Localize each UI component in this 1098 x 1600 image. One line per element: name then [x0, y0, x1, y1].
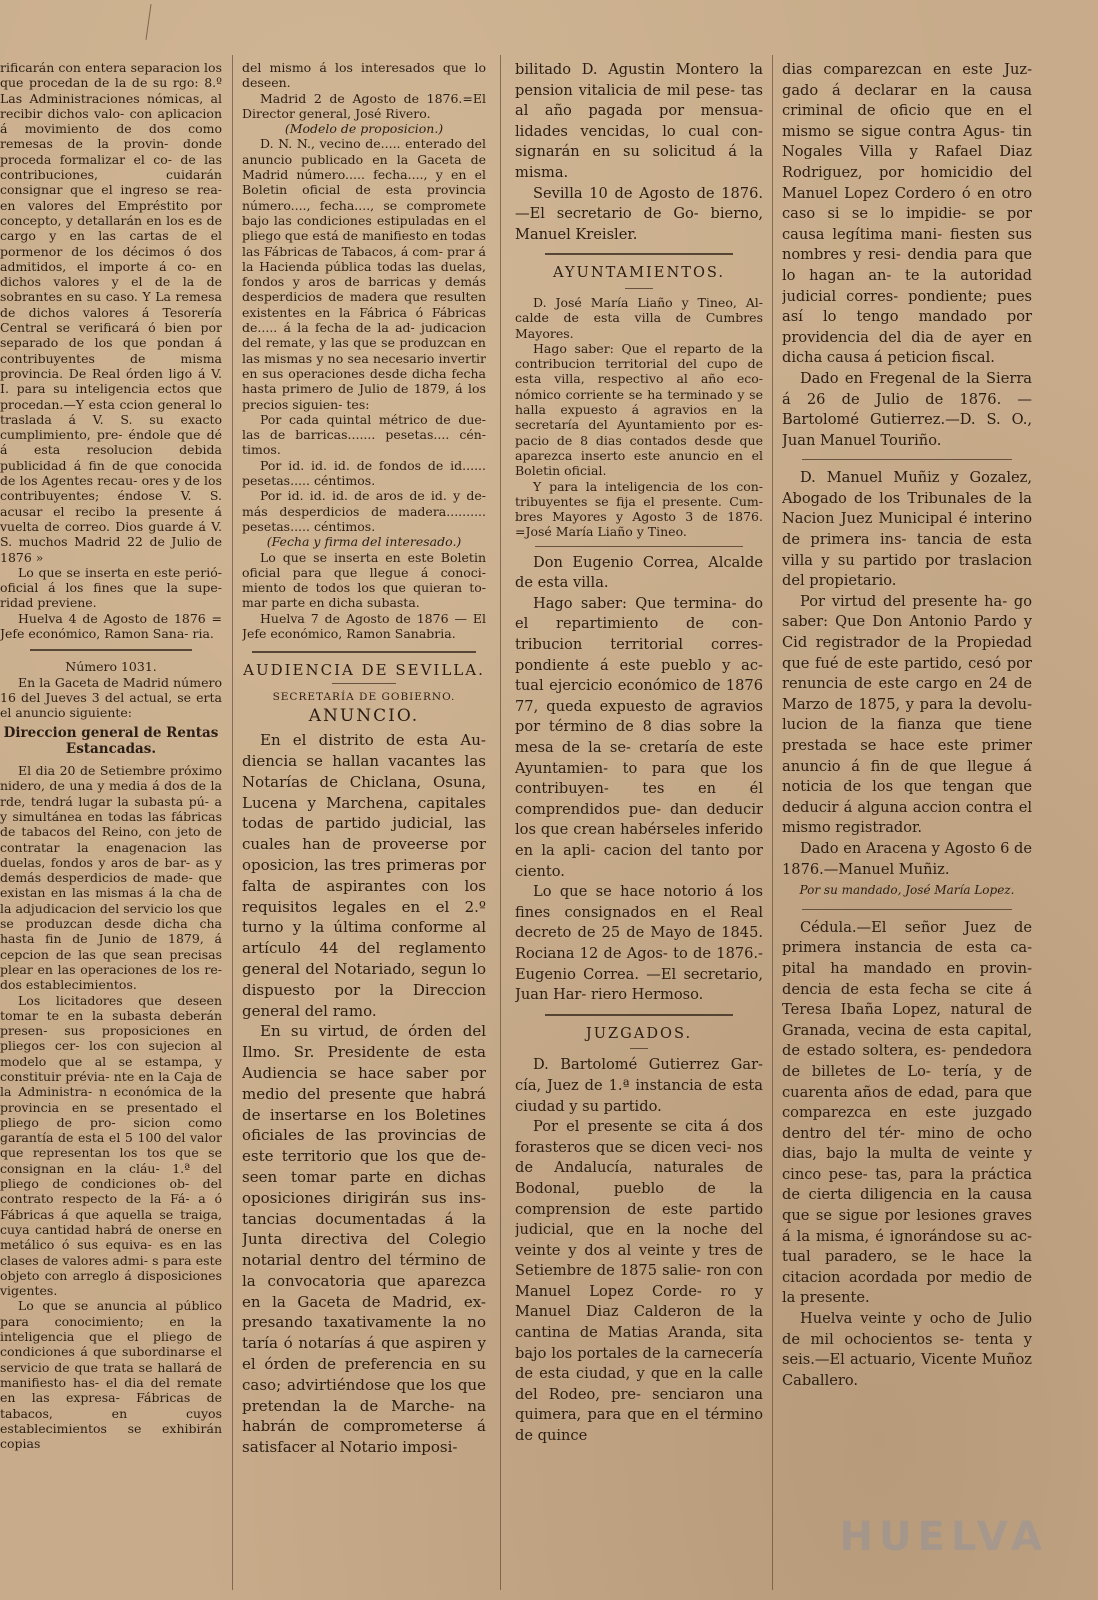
col4-signature: Huelva veinte y ocho de Julio de mil ochocientos se- tenta y seis.—El actuario, Vicente Muñoz Caballero. [782, 1310, 1032, 1389]
col1-paragraph: El dia 20 de Setiembre próximo nidero, de una y media á dos de la rde, tendrá lugar la subasta pú- a y simultánea en todas las fábricas de tabacos del Reino, con jeto de contratar la enagenacion las duelas, fondos y aros de bar- as y demás desperdicios de made- que existan en las mismas á la cha de la adjudicacion del servicio los que se produzcan desde dicha cha hasta fin de Junio de 1879, á cepcion de las que sean precisas plear en las operaciones de los re- dos establecimientos. [0, 763, 222, 993]
col3-paragraph: Y para la inteligencia de los con- tribuyentes se fija el presente. Cum- bres Mayores y Agosto 3 de 1876. =José María Liaño y Tineo. [515, 478, 763, 540]
signature-note: (Fecha y firma del interesado.) [266, 534, 462, 550]
notice-heading: Direccion general de Rentas Estancadas. [3, 725, 219, 757]
col2-signature: Madrid 2 de Agosto de 1876.=El Director general, José Rivero. [242, 90, 486, 121]
col2-paragraph: del mismo á los interesados que lo deseen. [242, 60, 486, 91]
col2-paragraph: D. N. N., vecino de..... enterado del anuncio publicado en la Gaceta de Madrid número..... fecha...., y en el Boletin oficial de esta provincia número...., fecha...., se compromete bajo las condiciones estipuladas en el pliego que está de manifiesto en todas las Fábricas de Tabacos, á com- prar á la Hacienda pública todas las duelas, fondos y aros de barricas y demás desperdicios de madera que resulten existentes en la Fábrica ó Fábricas de..... á la fecha de la ad- judicacion del remate, y las que se produzcan en las mismas y no sea necesario invertir en sus operaciones desde dicha fecha hasta primero de Julio de 1879, á los precios siguien- tes: [242, 136, 486, 412]
separator [535, 546, 743, 547]
col1-paragraph: rificarán con entera separacion los que procedan de la de su rgo: 8.º Las Administraciones nómicas, al recibir dichos valo- con aplicacion á movimiento de dos como remesas de la provin- donde proceda formalizar el co- de las contribuciones, cuidarán consignar que el ingreso se rea- en valores del Empréstito por concepto, y detallarán en los es de cargo y en las cartas de el pormenor de los décimos ó dos admitidos, el importe á co- en dichos valores y el de la de sobrantes en su caso. Y La remesa de dichos valores á Tesorería Central se verificará ó bien por separado de los que pondan á contribuyentes de misma provincia. De Real órden ligo á V. I. para su inteligencia ectos que procedan.—Y esta ccion general lo traslada á V. S. su exacto cumplimiento, pre- éndole que dé á esta resolucion debida publicidad á fin de que conocida de los Agentes recau- ores y de los contribuyentes; éndose V. S. acusar el recibo la presente á vuelta de correo. Dios guarde á V. S. muchos Madrid 22 de Julio de 1876 » [0, 60, 222, 565]
separator [545, 253, 733, 255]
col1-paragraph: En la Gaceta de Madrid número 16 del Jueves 3 del actual, se erta el anuncio siguiente: [0, 674, 222, 721]
col1-paragraph: Los licitadores que deseen tomar te en la subasta deberán presen- sus proposiciones en pliegos cer- los con sujecion al modelo que al se estampa, y constituir prévia- nte en la Caja de la Administra- n económica de la provincia en se presentado el pliego de pro- sicion como garantía de esta el 5 100 del valor que representan los tos que se consignan en la cláu- 1.ª del pliego de condiciones ob- del contrato respecto de la Fá- a ó Fábricas á que aquella se traiga, cuya cantidad habrá de onerse en metálico ó sus equiva- es en las clases de valores admi- s para este objeto con arreglo á disposiciones vigentes. [0, 992, 222, 1299]
subsection-title: SECRETARÍA DE GOBIERNO. [272, 690, 456, 703]
col1-paragraph: Lo que se inserta en este perió- oficial á los fines que la supe- ridad previene. [0, 564, 222, 611]
notice-number: Número 1031. [65, 659, 157, 675]
column-4 [782, 60, 1032, 1391]
price-line: Por id. id. id. de aros de id. y de- más desperdicios de madera.......... pesetas..... céntimos. [242, 488, 486, 534]
paper-fold-mark [145, 4, 151, 40]
column-2 [242, 60, 486, 1458]
price-line: Por id. id. id. de fondos de id...... pesetas..... céntimos. [242, 457, 486, 489]
column-rule-1 [232, 55, 233, 1590]
separator [252, 651, 476, 653]
section-title: JUZGADOS. [585, 1024, 693, 1042]
separator [332, 683, 396, 684]
section-title: AYUNTAMIENTOS. [552, 264, 726, 282]
col3-paragraph: Lo que se hace notorio á los fines consignados en el Real decreto de 25 de Mayo de 1845. Rociana 12 de Agos- to de 1876.-Eugenio Correa. —El secretario, Juan Har- riero Hermoso. [515, 883, 763, 1004]
separator [30, 649, 192, 651]
separator [802, 459, 1012, 460]
col2-paragraph: En su virtud, de órden del Ilmo. Sr. Presidente de esta Audiencia se hace saber por medio del presente que habrá de insertarse en los Boletines oficiales de las provincias de este territorio que los que de- seen tomar parte en dichas oposiciones dirigirán sus ins- tancias documentadas á la Junta directiva del Colegio notarial dentro del término de la convocatoria que aparezca en la Gaceta de Madrid, ex- presando taxativamente la no taría ó notarías á que aspiren y el órden de preferencia en su caso; advirtiéndose que los que pretendan la de Marche- na habrán de comprometerse á satisfacer al Notario imposi- [242, 1022, 486, 1457]
model-title: (Modelo de proposicion.) [284, 121, 444, 137]
col3-signature: Sevilla 10 de Agosto de 1876.—El secretario de Go- bierno, Manuel Kreisler. [515, 184, 763, 243]
col1-signature: Huelva 4 de Agosto de 1876 = Jefe económico, Ramon Sana- ria. [0, 610, 222, 641]
separator [625, 288, 653, 289]
col3-paragraph: bilitado D. Agustin Montero la pension vitalicia de mil pese- tas al año pagada por mensua- lidades vencidas, lo cual con- signarán en su solicitud á la misma. [515, 61, 763, 181]
col4-paragraph: dias comparezcan en este Juz- gado á declarar en la causa criminal de oficio que en el mismo se sigue contra Agus- tin Nogales Villa y Rafael Diaz Rodriguez, por homicidio del Manuel Lopez Cordero ó en otro caso si se lo impidie- se por causa legítima mani- fiesten sus nombres y resi- dendia para que lo hagan an- te la autoridad judicial corres- pondiente; pues así lo tengo mandado por providencia del dia de ayer en dicha causa á peticion fiscal. [782, 61, 1032, 367]
col2-paragraph: Lo que se inserta en este Boletin oficial para que llegue á conoci- miento de todos los que quieran to- mar parte en dicha subasta. [242, 549, 486, 611]
col4-signature: Dado en Fregenal de la Sierra á 26 de Julio de 1876. —Bartolomé Gutierrez.—D. S. O., Juan Manuel Touriño. [782, 369, 1032, 449]
mayor-heading: D. José María Liaño y Tineo, Al- calde de esta villa de Cumbres Mayores. [515, 294, 763, 341]
col3-paragraph: Hago saber: Que el reparto de la contribucion territorial del cupo de esta villa, respectivo al año eco- nómico corriente se ha terminado y se halla expuesto á agravios en la secretaría del Ayuntamiento por es- pacio de 8 dias contados desde que aparezca inserto este anuncio en el Boletin oficial. [515, 340, 763, 479]
col3-paragraph: Hago saber: Que termina- do el repartimiento de con- tribucion territorial corres- pondiente á este pueblo y ac- tual ejercicio económico de 1876 77, queda expuesto de agravios por término de 8 dias sobre la mesa de la se- cretaría de este Ayuntamien- to para que los contribuyen- tes en él comprendidos pue- dan deducir los que crean habérseles inferido en la apli- cacion del tanto por ciento. [515, 594, 763, 880]
col4-signature: Por su mandado, José María Lopez. [799, 883, 1015, 898]
column-3 [515, 60, 763, 1447]
judge-heading: D. Bartolomé Gutierrez Gar- cía, Juez de 1.ª instancia de esta ciudad y su partido. [515, 1056, 763, 1115]
separator [545, 1014, 733, 1016]
watermark-stamp: HUELVA [839, 1514, 1048, 1560]
col2-paragraph: En el distrito de esta Au- diencia se hallan vacantes las Notarías de Chiclana, Osuna, Lucena y Marchena, capitales todas de partido judicial, las cuales han de proveerse por oposicion, las tres primeras por falta de aspirantes con los requisitos legales en el 2.º turno y la última conforme al artículo 44 del reglamento general del Notariado, segun lo dispuesto por la Direccion general del ramo. [242, 731, 486, 1020]
column-1 [0, 60, 222, 1451]
column-rule-3 [772, 55, 773, 1590]
col1-paragraph: Lo que se anuncia al público para conocimiento; en la inteligencia que el pliego de condiciones á que subordinarse el servicio de que trata se hallará de manifiesto has- el dia del remate en las expresa- Fábricas de tabacos, en cuyos establecimientos se exhibirán copias [0, 1298, 222, 1452]
separator [802, 909, 1012, 910]
col4-signature: Dado en Aracena y Agosto 6 de 1876.—Manuel Muñiz. [782, 839, 1032, 878]
separator [630, 1048, 648, 1049]
col3-paragraph: Por el presente se cita á dos forasteros que se dicen veci- nos de Andalucía, naturales de Bodonal, pueblo de la comprension de este partido judicial, que en la noche del veinte y dos al veinte y tres de Setiembre de 1875 salie- ron con Manuel Lopez Corde- ro y Manuel Diaz Calderon de la cantina de Matias Aranda, sita bajo los portales de la carnecería de esta ciudad, y que en la calle del Rodeo, pre- senciaron una quimera, para que en el término de quince [515, 1118, 763, 1445]
anuncio-title: ANUNCIO. [308, 705, 420, 726]
col2-signature: Huelva 7 de Agosto de 1876 — El Jefe económico, Ramon Sanabria. [242, 610, 486, 641]
col4-paragraph: Por virtud del presente ha- go saber: Que Don Antonio Pardo y Cid registrador de la Propiedad que fué de este partido, cesó por renuncia de este cargo en 24 de Marzo de 1875, y para la devolu- lucion de la fianza que tiene prestada se hace este primer anuncio á fin de que llegue á noticia de los que tengan que deducir á alguna accion contra el mismo registrador. [782, 592, 1032, 837]
section-title: AUDIENCIA DE SEVILLA. [243, 661, 485, 680]
price-line: Por cada quintal métrico de due- las de barricas....... pesetas.... cén- timos. [242, 411, 486, 458]
judge-heading: D. Manuel Muñiz y Gozalez, Abogado de los Tribunales de la Nacion Juez Municipal é interino de primera ins- tancia de esta villa y su partido por traslacion del propietario. [782, 469, 1032, 590]
column-rule-2 [500, 55, 501, 1590]
mayor-heading: Don Eugenio Correa, Alcalde de esta villa. [515, 553, 763, 592]
col4-paragraph: Cédula.—El señor Juez de primera instancia de esta ca- pital ha mandado en provin- dencia de esta fecha se cite á Teresa Ibaña Lopez, natural de Granada, vecina de esta capital, de estado soltera, es- pendedora de billetes de Lo- tería, y de cuarenta años de edad, para que comparezca en este juzgado dentro del tér- mino de ocho dias, bajo la multa de veinte y cinco pese- tas, para la práctica de cierta diligencia en la causa que se sigue por lesiones graves á la misma, é ignorándose su ac- tual paradero, se le hace la citacion acordada por medio de la presente. [782, 918, 1032, 1307]
